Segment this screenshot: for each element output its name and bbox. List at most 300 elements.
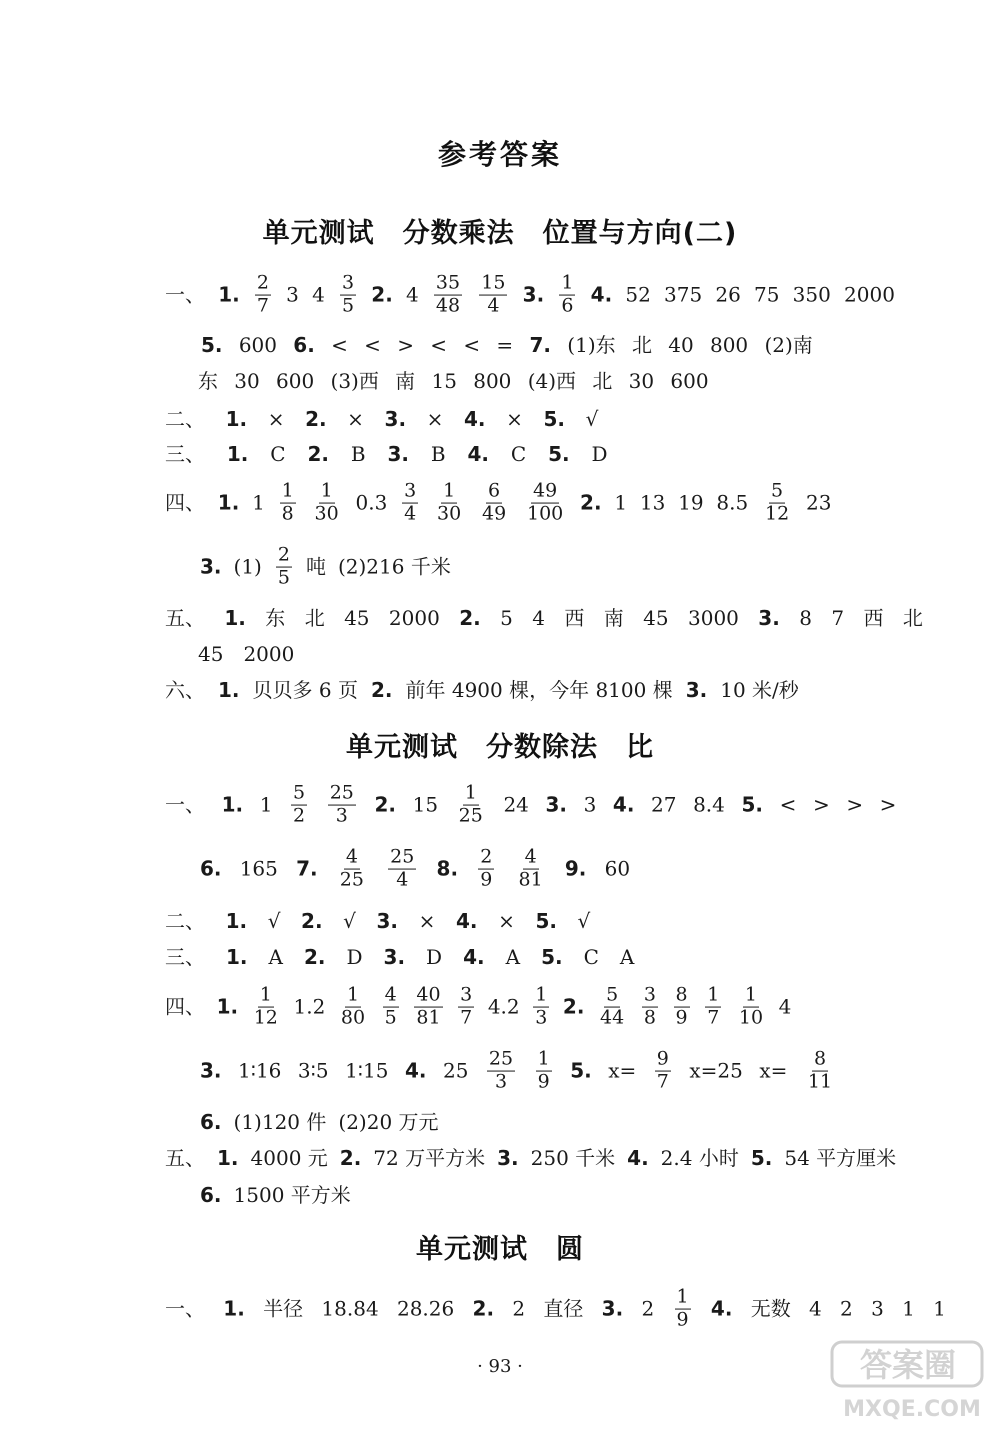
answer-text: 一、 [165,1297,205,1321]
fraction-denominator: 4 [487,294,500,317]
answer-text: 五、 [165,1146,205,1170]
question-number: 1. [217,491,240,515]
question-number: 1. [223,1297,245,1321]
answer-text: 西 [863,606,884,630]
question-number: 7. [529,333,551,357]
fraction-denominator: 48 [435,294,461,317]
answer-text: 一、 [165,283,205,307]
fraction [675,1285,691,1331]
question-number: 8. [436,857,459,881]
answer-text: 10 米/秒 [720,678,799,702]
question-number: 5. [741,793,763,817]
answer-row [200,543,451,589]
answer-row [200,1185,351,1205]
answer-text: > [879,793,897,817]
answer-text: 前年 4900 棵，今年 8100 棵 [405,678,673,702]
answer-text: × [498,909,515,933]
fraction-denominator: 10 [738,1006,764,1029]
fraction [559,271,575,317]
answer-row [165,983,792,1029]
fraction-denominator: 8 [643,1006,656,1029]
section-title: 单元测试 分数乘法 位置与方向(二) [262,218,738,249]
fraction-numerator: 1 [346,983,360,1006]
answer-row [198,644,294,664]
fraction [280,479,296,525]
answer-row [200,1047,836,1093]
fraction-numerator: 3 [404,479,417,502]
answer-row [165,1285,946,1331]
answer-text: 4.2 [487,995,520,1019]
fraction-denominator: 5 [277,566,290,589]
answer-text: 二、 [165,407,205,431]
answer-text: 45 [198,642,224,666]
question-number: 3. [497,1146,519,1170]
question-number: 9. [564,857,587,881]
fraction [402,479,418,525]
fraction-numerator: 5 [771,479,784,502]
fraction-denominator: 3 [535,1006,548,1029]
fraction [338,845,366,891]
answer-text: 52 [625,283,651,307]
answer-text: 45 [344,606,370,630]
fraction-numerator: 5 [606,983,619,1006]
fraction [806,1047,834,1093]
answer-text: B [350,442,366,466]
answer-text: 13 [639,491,666,515]
answer-text: √ [343,909,356,933]
answer-text: 375 [664,283,703,307]
answer-text: 600 [276,369,315,393]
answer-row [200,1112,439,1132]
answer-text: 54 平方厘米 [784,1146,897,1170]
fraction [313,479,341,525]
answer-row [165,1148,896,1168]
fraction [525,479,565,525]
question-number: 1. [224,606,246,630]
answer-row [165,444,608,464]
answer-text: 3000 [688,606,739,630]
fraction-numerator: 1 [561,271,574,294]
answer-text: D [426,945,443,969]
answer-text: (1) [233,555,262,579]
answer-text: 350 [792,283,831,307]
answer-row [165,479,832,525]
answer-text: D [591,442,608,466]
answer-text: 7 [831,606,845,630]
fraction [291,781,307,827]
question-number: 3. [384,407,407,431]
answer-row [165,608,923,628]
answer-text: 75 [754,283,780,307]
fraction [705,983,721,1029]
fraction [517,845,545,891]
answer-text: 45 [643,606,669,630]
answer-text: < [463,333,481,357]
fraction [434,271,462,317]
answer-text: < [779,793,797,817]
fraction-denominator: 12 [253,1006,278,1029]
answer-text: D [346,945,363,969]
answer-text: 3 [286,283,299,307]
section-title: 单元测试 圆 [416,1234,584,1265]
answer-text: × [267,407,285,431]
answer-text: 800 [709,333,749,357]
answer-text: < [430,333,448,357]
fraction-denominator: 4 [396,868,409,891]
question-number: 2. [371,283,393,307]
fraction-numerator: 2 [256,271,269,294]
answer-text: 1 [614,491,628,515]
fraction-denominator: 12 [765,502,790,525]
answer-text: 3 [583,793,597,817]
question-number: 5. [201,333,223,357]
question-number: 1. [217,1146,239,1170]
fraction [642,983,658,1029]
answer-text: > [846,793,864,817]
fraction-denominator: 3 [335,804,348,827]
question-number: 3. [545,793,567,817]
answer-text: 六、 [165,678,205,702]
question-number: 6. [200,1183,222,1207]
fraction [674,983,690,1029]
fraction [655,1047,671,1093]
fraction-numerator: 4 [524,845,537,868]
question-number: 4. [627,1146,649,1170]
question-number: 3. [685,678,708,702]
answer-text: 北 [631,333,652,357]
question-number: 5. [570,1059,592,1083]
question-number: 6. [200,1110,222,1134]
question-number: 3. [522,283,545,307]
answer-text: 直径 [543,1297,584,1321]
fraction-numerator: 1 [707,983,720,1006]
fraction [435,479,463,525]
question-number: 4. [464,407,486,431]
answer-text: 30 [628,369,655,393]
answer-text: 无数 [750,1297,791,1321]
answer-text: > [397,333,414,357]
answer-text: 19 [678,491,704,515]
question-number: 2. [305,407,327,431]
answer-row [165,409,598,429]
fraction-numerator: 1 [744,983,758,1006]
answer-row [201,335,813,355]
section-title: 单元测试 分数除法 比 [346,732,654,763]
answer-text: × [506,407,523,431]
question-number: 2. [303,945,326,969]
fraction-numerator: 1 [443,479,456,502]
answer-text: 1 [259,793,273,817]
question-number: 1. [221,793,244,817]
fraction-denominator: 4 [404,502,417,525]
fraction-denominator: 6 [561,294,574,317]
fraction-denominator: 3 [494,1070,508,1093]
answer-text: 1∶15 [345,1059,389,1083]
fraction-denominator: 7 [707,1006,720,1029]
fraction [598,983,626,1029]
answer-text: 72 万平方米 [373,1146,486,1170]
answer-row [200,845,631,891]
fraction-denominator: 30 [437,502,462,525]
fraction-denominator: 100 [526,502,564,525]
answer-text: 4 [778,995,792,1019]
fraction-denominator: 80 [340,1006,366,1029]
fraction-numerator: 1 [676,1285,689,1308]
question-number: 2. [370,678,393,702]
fraction-denominator: 9 [676,1308,689,1331]
answer-text: C [270,442,286,466]
fraction-denominator: 81 [518,868,543,891]
question-number: 4. [404,1059,427,1083]
question-number: 1. [218,283,240,307]
question-number: 5. [541,945,563,969]
question-number: 2. [562,995,585,1019]
question-number: 5. [535,909,557,933]
fraction-numerator: 1 [259,983,272,1006]
answer-text: × [347,407,364,431]
fraction-numerator: 25 [390,845,415,868]
answer-row [165,680,799,700]
answer-text: 1500 平方米 [233,1183,351,1207]
fraction-numerator: 8 [813,1047,827,1070]
question-number: 3. [200,1059,222,1083]
answer-text: 南 [603,606,624,630]
answer-text: 2000 [388,606,440,630]
answer-text: A [619,945,635,969]
question-number: 2. [301,909,323,933]
answer-text: (1)东 [567,333,616,357]
fraction-numerator: 35 [435,271,461,294]
answer-text: 24 [503,793,529,817]
fraction [383,983,399,1029]
fraction [388,845,416,891]
answer-text: 600 [670,369,709,393]
answer-text: 东 [265,606,286,630]
answer-text: √ [267,909,281,933]
answer-row [198,371,709,391]
question-number: 5. [750,1146,773,1170]
fraction-denominator: 30 [314,502,339,525]
answer-text: 30 [234,369,260,393]
answer-text: 165 [239,857,278,881]
answer-text: 1.2 [293,995,326,1019]
answer-text: 北 [592,369,613,393]
question-number: 4. [710,1297,733,1321]
answer-text: x= [608,1059,637,1083]
answer-text: 60 [604,857,631,881]
fraction-numerator: 40 [416,983,441,1006]
answer-text: < [364,333,381,357]
fraction-numerator: 1 [464,781,477,804]
question-number: 4. [455,909,478,933]
fraction-numerator: 6 [488,479,501,502]
answer-text: 4 [532,606,545,630]
answer-text: 2 [512,1297,526,1321]
answer-row [165,911,590,931]
fraction-numerator: 1 [281,479,294,502]
answer-text: 四、 [165,491,205,515]
fraction-denominator: 25 [458,804,483,827]
fraction-numerator: 49 [533,479,558,502]
answer-text: 25 [442,1059,469,1083]
fraction [276,543,292,589]
answer-text: 18.84 [321,1297,379,1321]
answer-text: (3)西 [330,369,379,393]
answer-text: 北 [304,606,325,630]
answer-row [165,781,897,827]
question-number: 3. [387,442,410,466]
question-number: 4. [590,283,613,307]
answer-text: (2)南 [764,333,813,357]
answer-text: 半径 [263,1297,304,1321]
answer-text: < [331,333,348,357]
fraction [458,983,474,1029]
question-number: 1. [226,442,249,466]
fraction [414,983,442,1029]
fraction-denominator: 8 [281,502,294,525]
answer-text: 15 [412,793,439,817]
question-number: 2. [307,442,330,466]
fraction-numerator: 25 [329,781,354,804]
answer-text: 西 [564,606,585,630]
watermark-url: MXQE.COM [843,1397,981,1422]
question-number: 6. [200,857,222,881]
fraction-denominator: 44 [600,1006,625,1029]
answer-text: 东 [198,369,218,393]
question-number: 5. [543,407,565,431]
watermark-logo [826,1336,996,1426]
answer-text: A [505,945,521,969]
fraction [487,1047,515,1093]
answer-text: 4 [312,283,325,307]
answer-text: (4)西 [527,369,577,393]
answer-text: 2000 [243,642,295,666]
question-number: 5. [548,442,570,466]
answer-text: 一、 [165,793,205,817]
fraction [457,781,485,827]
fraction [763,479,791,525]
answer-text: 4 [406,283,419,307]
fraction [737,983,765,1029]
question-number: 1. [226,945,248,969]
answer-text: 1 [933,1297,946,1321]
page-number: · 93 · [477,1356,523,1377]
answer-text: x= [759,1059,788,1083]
answer-text: 2 [641,1297,655,1321]
question-number: 1. [218,678,240,702]
fraction-denominator: 9 [480,868,493,891]
answer-text: C [510,442,527,466]
fraction-denominator: 81 [416,1006,441,1029]
fraction-denominator: 2 [293,804,306,827]
answer-text: (1)120 件 [233,1110,327,1134]
fraction-numerator: 3 [643,983,656,1006]
answer-text: 2000 [844,283,895,307]
page-title: 参考答案 [437,138,562,171]
question-number: 4. [463,945,485,969]
answer-text: (2)20 万元 [338,1110,439,1134]
answer-text: 8.4 [693,793,725,817]
fraction-numerator: 8 [675,983,688,1006]
answer-text: 28.26 [396,1297,455,1321]
answer-text: 40 [668,333,694,357]
answer-row [165,271,895,317]
question-number: 3. [758,606,780,630]
fraction [255,271,271,317]
answer-text: > [812,793,830,817]
answer-text: 三、 [165,442,205,466]
answer-text: 1 [902,1297,915,1321]
question-number: 1. [225,407,248,431]
answer-text: × [426,407,444,431]
answer-row [165,947,634,967]
question-number: 3. [601,1297,624,1321]
fraction [340,271,356,317]
question-number: 3. [383,945,406,969]
fraction [536,1047,552,1093]
question-number: 2. [339,1146,362,1170]
fraction-numerator: 3 [342,271,355,294]
fraction-numerator: 5 [293,781,306,804]
fraction-denominator: 7 [460,1006,473,1029]
answer-text: 26 [715,283,741,307]
answer-text: B [430,442,446,466]
fraction [478,845,494,891]
question-number: 1. [216,995,239,1019]
fraction-numerator: 2 [277,543,290,566]
answer-text: 27 [651,793,677,817]
question-number: 4. [612,793,635,817]
fraction-denominator: 5 [342,294,355,317]
answer-text: 三、 [165,945,205,969]
fraction-numerator: 9 [656,1047,669,1070]
fraction-numerator: 25 [488,1047,514,1070]
answer-text: 0.3 [355,491,388,515]
answer-text: 250 千米 [530,1146,616,1170]
answer-text: 二、 [165,909,205,933]
fraction-denominator: 49 [482,502,507,525]
fraction [328,781,356,827]
fraction-numerator: 2 [480,845,493,868]
question-number: 2. [580,491,602,515]
fraction [480,479,508,525]
question-number: 2. [459,606,481,630]
answer-text: x=25 [689,1059,743,1083]
fraction-numerator: 3 [460,983,473,1006]
answer-text: 2 [840,1297,853,1321]
fraction-denominator: 7 [256,294,269,317]
fraction-numerator: 1 [537,1047,550,1070]
question-number: 3. [376,909,399,933]
fraction [252,983,280,1029]
fraction-numerator: 4 [384,983,397,1006]
answer-text: √ [577,909,591,933]
fraction-denominator: 9 [537,1070,550,1093]
fraction-denominator: 11 [807,1070,833,1093]
fraction-numerator: 1 [320,479,333,502]
answer-text: C [583,945,599,969]
answer-text: 5 [500,606,513,630]
answer-text: 吨 [305,555,326,579]
answer-text: √ [585,407,599,431]
answer-text: 4000 元 [250,1146,328,1170]
question-number: 6. [293,333,315,357]
answer-text: 南 [395,369,416,393]
answer-text: 8 [799,606,812,630]
question-number: 2. [374,793,397,817]
answer-text: 23 [805,491,832,515]
fraction-numerator: 1 [535,983,548,1006]
